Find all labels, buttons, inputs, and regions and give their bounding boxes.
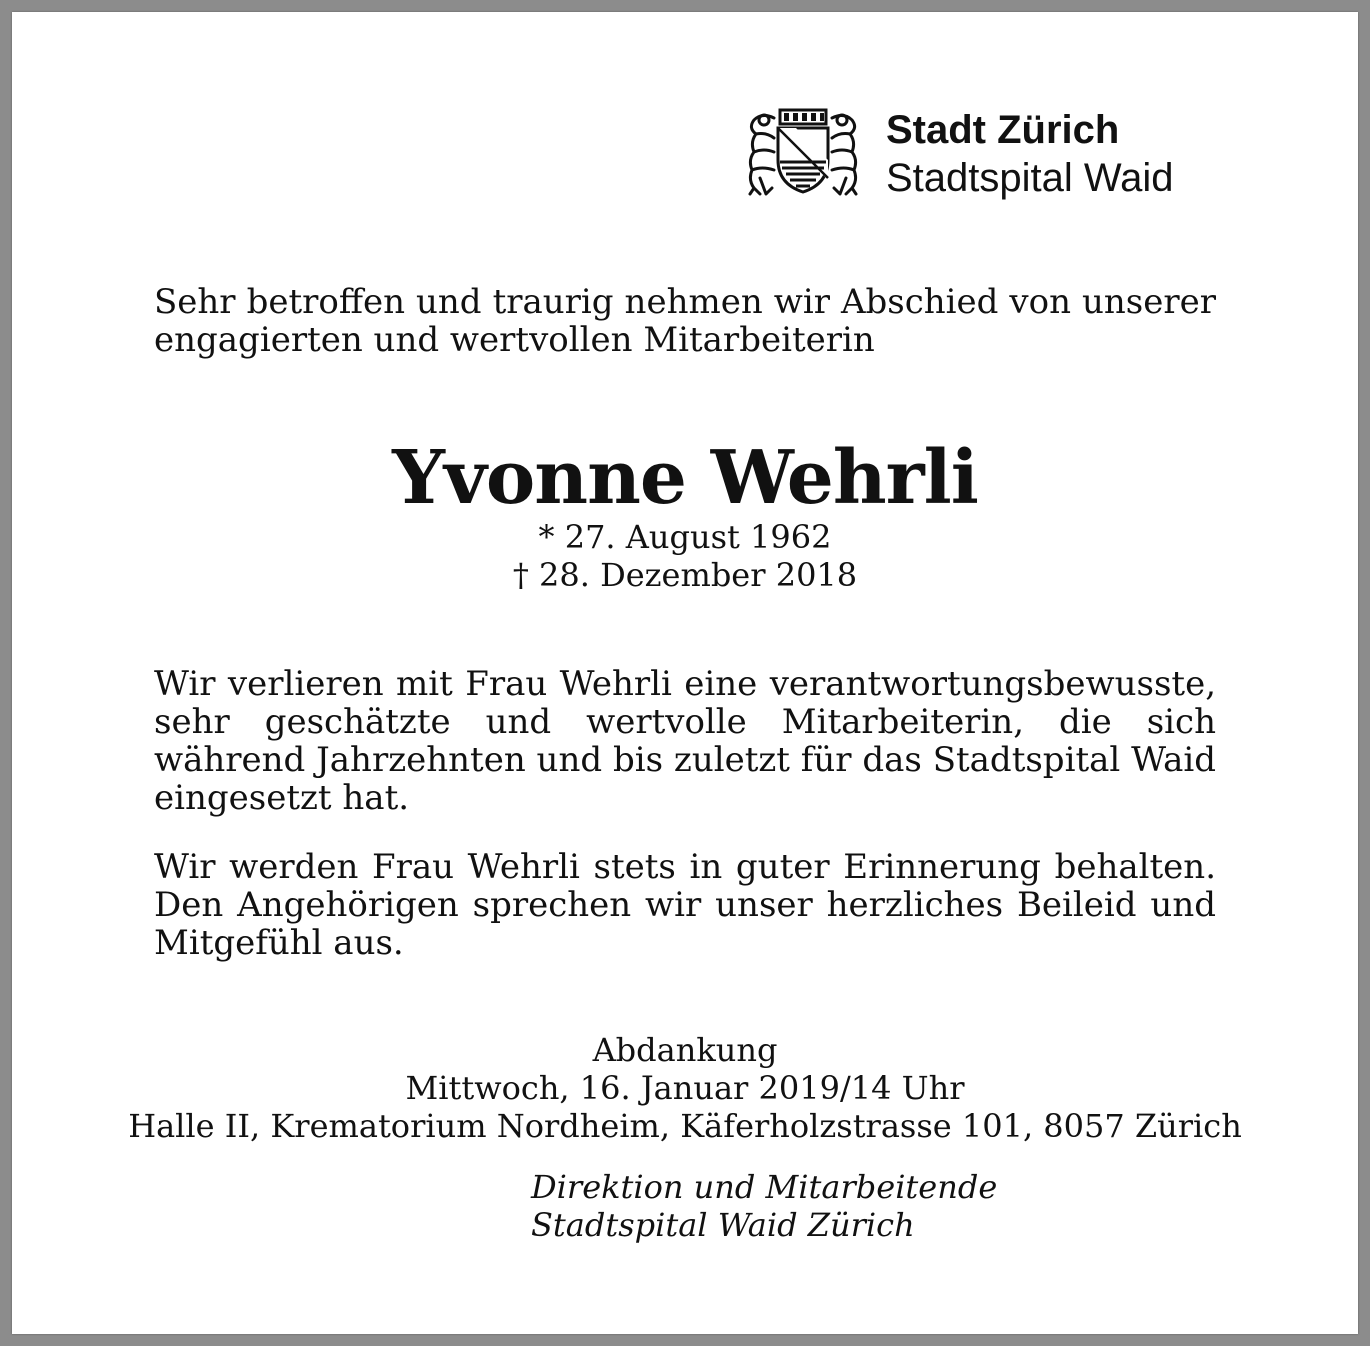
logo (744, 108, 1224, 200)
signature-line-1: Direktion und Mitarbeitende (531, 1168, 998, 1206)
paragraph-condolence: Wir werden Frau Wehrli stets in guter Erinnerung behalten. Den Angehörigen sprechen wir unser herzliches Beileid und Mitgefühl aus. (154, 847, 1216, 963)
signature-line-2: Stadtspital Waid Zürich (531, 1206, 915, 1244)
zurich-coat-of-arms-icon (744, 108, 862, 196)
life-dates (12, 518, 1358, 594)
obituary-page (12, 12, 1358, 1334)
signature (531, 1168, 997, 1244)
organization-name: Stadt Zürich (886, 108, 1120, 152)
organization-unit: Stadtspital Waid (886, 156, 1174, 200)
birth-date: * 27. August 1962 (538, 518, 832, 556)
paragraph-tribute: Wir verlieren mit Frau Wehrli eine verantwortungsbewusste, sehr geschätzte und wertvolle Mitarbeiterin, die sich während Jahrzehnten und bis zuletzt für das Stadtspital Waid eingesetzt hat. (154, 664, 1216, 818)
intro-text: Sehr betroffen und traurig nehmen wir Abschied von unserer engagierten und wertvollen Mitarbeiterin (154, 282, 1216, 360)
service-title: Abdankung (592, 1031, 778, 1069)
funeral-service-info (12, 1031, 1358, 1145)
deceased-name: Yvonne Wehrli (392, 435, 978, 521)
service-location: Halle II, Krematorium Nordheim, Käferholzstrasse 101, 8057 Zürich (128, 1107, 1242, 1145)
service-datetime: Mittwoch, 16. Januar 2019/14 Uhr (405, 1069, 965, 1107)
death-date: † 28. Dezember 2018 (512, 556, 858, 594)
